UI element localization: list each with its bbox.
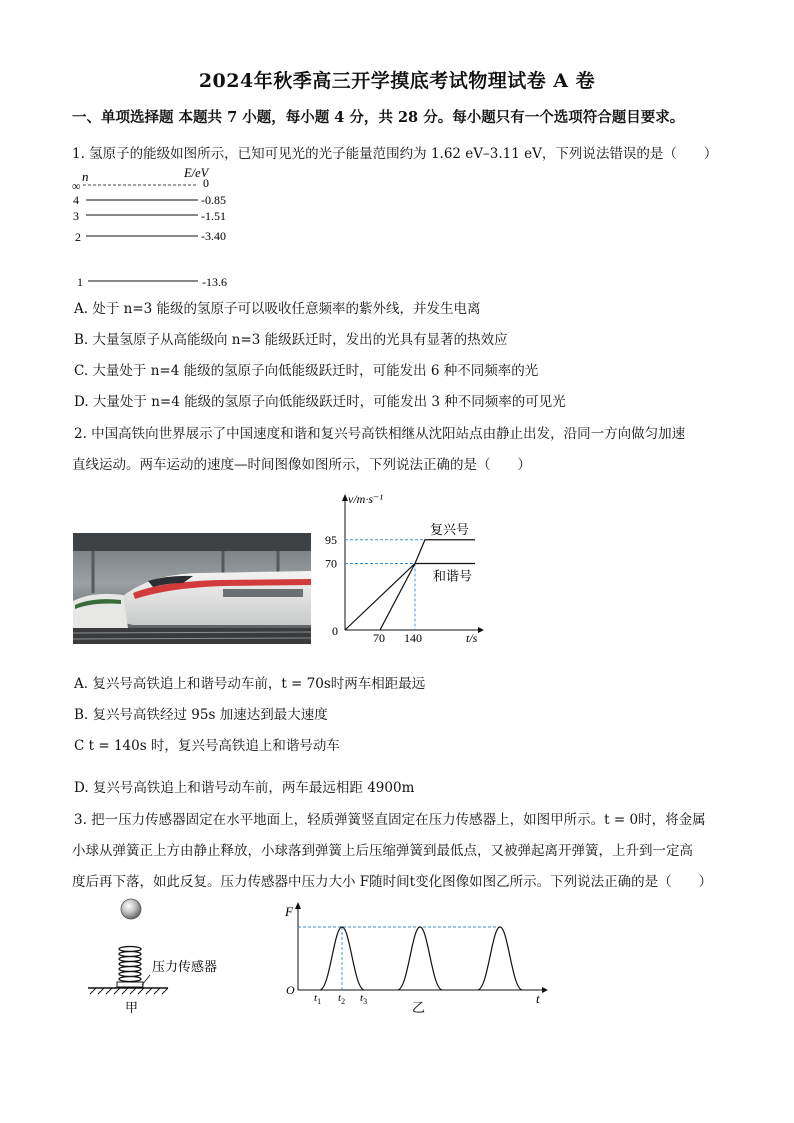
q2-option-d[interactable]: D. 复兴号高铁追上和谐号动车前，两车最远相距 4900m (74, 780, 415, 796)
t1-label: $t_1$ (314, 992, 322, 1006)
q3-stem-line2: 小球从弹簧正上方由静止释放，小球落到弹簧上后压缩弹簧到最低点，又被弹起离开弹簧，上升到一定高 (72, 843, 693, 859)
vt-x-label: t/s (466, 631, 478, 642)
vt-origin-label: 0 (332, 624, 338, 638)
pressure-sensor (117, 982, 143, 987)
energy-level-diagram (66, 164, 256, 292)
level-n-1: 1 (77, 275, 83, 289)
level-value-4: -0.85 (201, 193, 226, 207)
train-photo (73, 533, 311, 644)
level-n-2: 2 (75, 230, 81, 244)
vt-y-label: v/m·s⁻¹ (348, 492, 383, 506)
q1-option-b[interactable]: B. 大量氢原子从高能级向 n=3 能级跃迁时，发出的光具有显著的热效应 (74, 332, 508, 348)
vt-legend-fuxing: 复兴号 (430, 521, 470, 537)
t3-label: $t_3$ (360, 992, 368, 1006)
level-n-3: 3 (73, 209, 79, 223)
vt-series-fuxing (380, 540, 475, 630)
metal-ball (121, 899, 141, 919)
spring (119, 947, 141, 982)
level-n-inf: ∞ (72, 179, 81, 193)
q2-option-c[interactable]: C t = 140s 时，复兴号高铁追上和谐号动车 (74, 738, 340, 754)
force-time-graph (280, 900, 550, 1018)
x-axis-arrow (542, 987, 548, 993)
vt-ytick-95: 95 (325, 532, 337, 547)
spring-sensor-figure (84, 895, 244, 1020)
q2-option-b[interactable]: B. 复兴号高铁经过 95s 加速达到最大速度 (74, 707, 328, 723)
force-pulse-3 (478, 927, 522, 990)
q1-option-c[interactable]: C. 大量处于 n=4 能级的氢原子向低能级跃迁时，可能发出 6 种不同频率的光 (74, 363, 539, 379)
vt-x-arrow (478, 627, 484, 633)
sensor-label: 压力传感器 (152, 959, 218, 974)
q1-stem: 1. 氢原子的能级如图所示，已知可见光的光子能量范围约为 1.62 eV–3.11 eV，下列说法错误的是（ ） (72, 146, 718, 162)
q1-option-d[interactable]: D. 大量处于 n=4 能级的氢原子向低能级跃迁时，可能发出 3 种不同频率的可见光 (74, 394, 566, 410)
page-title: 2024年秋季高三开学摸底考试物理试卷 A 卷 (198, 70, 596, 92)
force-pulse-2 (398, 927, 442, 990)
f-label: F (285, 904, 293, 919)
q2-option-a[interactable]: A. 复兴号高铁追上和谐号动车前，t = 70s时两车相距最远 (74, 676, 426, 692)
sensor-leader-line (142, 975, 150, 985)
q2-stem-line1: 2. 中国高铁向世界展示了中国速度和谐和复兴号高铁相继从沈阳站点由静止出发，沿同一方向做匀加速 (74, 426, 686, 442)
vt-ytick-70: 70 (325, 556, 337, 571)
t2-label: $t_2$ (338, 992, 346, 1006)
level-value-3: -1.51 (201, 209, 226, 223)
q1-option-a[interactable]: A. 处于 n=3 能级的氢原子可以吸收任意频率的紫外线，并发生电离 (74, 301, 481, 317)
vt-chart (318, 490, 488, 642)
level-value-inf: 0 (203, 176, 209, 190)
level-value-1: -13.6 (202, 275, 227, 289)
t-label: t (536, 991, 540, 1006)
level-value-2: -3.40 (201, 229, 226, 243)
y-axis-arrow (295, 902, 301, 909)
ground-hatch (90, 988, 168, 994)
figure-jia-caption: 甲 (125, 1000, 139, 1015)
level-n-4: 4 (73, 193, 79, 207)
figure-yi-caption: 乙 (412, 1000, 426, 1015)
origin-label: O (286, 983, 295, 997)
vt-xtick-140: 140 (404, 631, 422, 642)
diagram-e-label: E/eV (184, 166, 209, 180)
q2-stem-line2: 直线运动。两车运动的速度—时间图像如图所示，下列说法正确的是（ ） (72, 457, 531, 473)
q3-stem-line1: 3. 把一压力传感器固定在水平地面上，轻质弹簧竖直固定在压力传感器上，如图甲所示。t = 0时，将金属 (74, 812, 706, 828)
vt-legend-hexie: 和谐号 (433, 568, 473, 584)
section-heading: 一、单项选择题 本题共 7 小题，每小题 4 分，共 28 分。每小题只有一个选项符合题目要求。 (72, 109, 685, 126)
diagram-n-label: n (82, 169, 89, 184)
q3-stem-line3: 度后再下落，如此反复。压力传感器中压力大小 F随时间t变化图像如图乙所示。下列说法正确的是（ ） (72, 874, 713, 890)
vt-xtick-70: 70 (373, 631, 385, 642)
